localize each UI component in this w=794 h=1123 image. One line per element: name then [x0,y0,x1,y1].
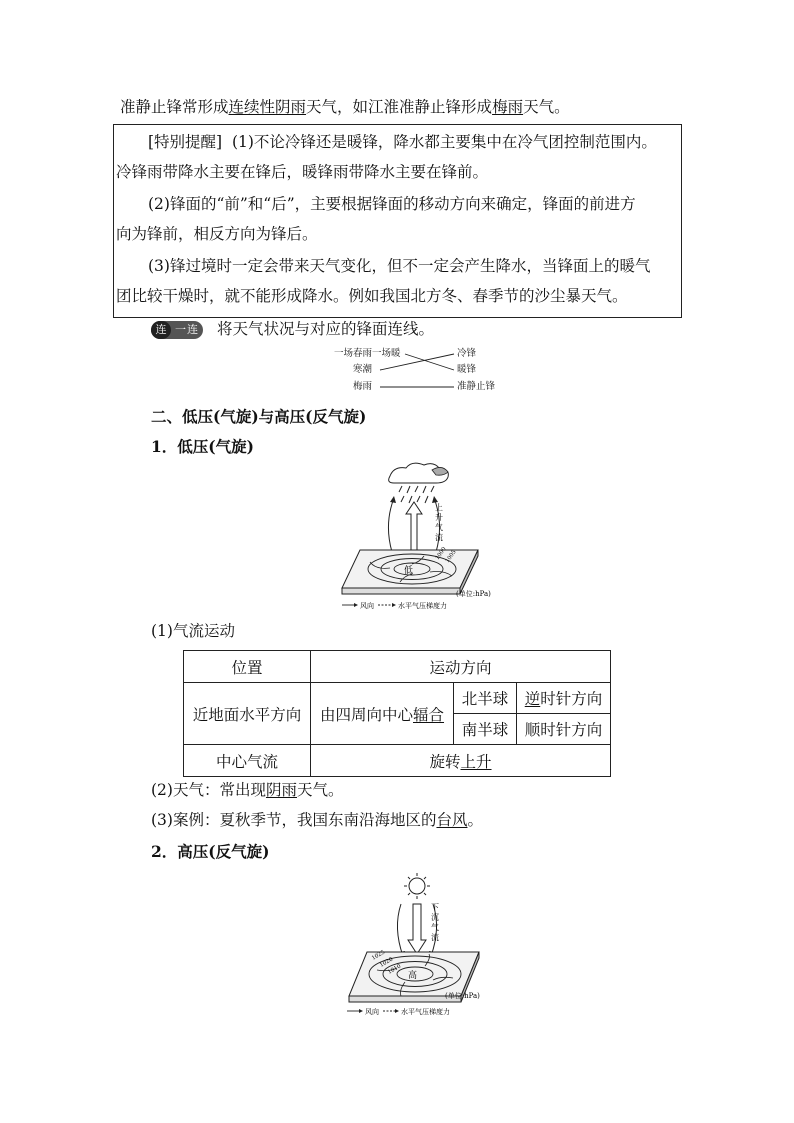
connect-line [405,354,454,370]
isobar-label: 1025 [371,949,387,962]
downdraft-main-arrow [408,904,426,954]
case-text: 。 [467,811,483,829]
hemisphere-north: 北半球 [454,683,517,714]
note-text: (1)不论冷锋还是暖锋，降水都主要集中在冷气团控制范围内。 [231,133,657,151]
row-label-surface: 近地面水平方向 [184,683,311,745]
arrowhead-icon [354,603,358,607]
updraft-label: 流 [435,533,443,542]
note-paragraph-1b: 冷锋雨带降水主要在锋后，暖锋雨带降水主要在锋前。 [116,163,489,181]
weather-text: 天气。 [296,781,344,799]
cell-text: 由四周向中心 [319,705,413,724]
connect-lines [0,0,794,400]
cell-keyword: 上升 [460,752,492,771]
note-paragraph-3a: (3)锋过境时一定会带来天气变化，但不一定会产生降水，当锋面上的暖气 [148,257,651,275]
connect-right-item: 准静止锋 [457,381,496,392]
intro-text: 天气，如江淮准静止锋形成 [306,98,493,116]
hemisphere-south: 南半球 [454,714,517,745]
badge-part-b: 一连 [175,323,199,336]
center-flow-cell [311,745,611,777]
arrowhead-icon [392,603,396,607]
downdraft-label: 流 [431,933,439,942]
note-paragraph-3b: 团比较干燥时，就不能形成降水。例如我国北方冬、春季节的沙尘暴天气。 [116,287,628,305]
legend-force-label: 水平气压梯度力 [398,602,447,610]
weather-line [151,780,344,800]
low-center-label: 低 [404,566,414,576]
note-paragraph-2a: (2)锋面的“前”和“后”，主要根据锋面的移动方向来确定，锋面的前进方 [148,195,636,213]
high-center-label: 高 [408,971,418,981]
intro-text: 天气。 [523,98,570,116]
legend-wind-label: 风向 [360,602,374,610]
isobar-label: 1020 [379,956,395,969]
cell-keyword: 逆 [524,690,541,708]
intro-keyword: 阴雨 [275,98,307,116]
updraft-label: 上 [435,503,443,512]
ground-edge [342,588,460,594]
subsection-high: 2．高压(反气旋) [151,842,270,861]
weather-keyword: 阴雨 [265,781,297,799]
arrowhead-icon [359,1009,363,1013]
downdraft-label: 下 [431,903,439,912]
isobar-label: 1010 [387,963,403,976]
cell-text: 时针方向 [540,690,603,708]
table-header-position: 位置 [184,651,311,683]
legend-force-label: 水平气压梯度力 [401,1008,450,1016]
badge-part-a: 连 [151,321,171,339]
case-line [151,810,483,830]
connect-right-item: 冷锋 [457,348,477,359]
case-text: (3)案例：夏秋季节，我国东南沿海地区的 [151,811,437,829]
updraft-label: 升 [435,513,443,522]
subsection-low: 1．低压(气旋) [151,437,254,456]
case-keyword: 台风 [436,811,468,829]
row-label-center: 中心气流 [184,745,311,777]
table-header-direction: 运动方向 [311,651,611,683]
note-paragraph-2b: 向为锋前，相反方向为锋后。 [116,225,318,243]
convergence-cell [311,683,454,745]
rain-icon [399,486,434,503]
high-pressure-diagram [345,872,497,1022]
airflow-label: (1)气流运动 [151,622,235,640]
intro-keyword: 梅雨 [492,98,524,116]
cell-keyword: 辐合 [413,705,445,724]
updraft-label: 气 [435,523,443,532]
unit-label: (单位:hPa) [445,992,480,1000]
arrowhead-icon [390,496,396,503]
intro-keyword: 连续性 [228,98,276,116]
airflow-table [183,650,611,777]
south-direction-cell: 顺时针方向 [517,714,611,745]
isobar-label: 1000 [434,546,448,562]
intro-text: 准静止锋常形成 [120,98,229,116]
section-title: 二、低压(气旋)与高压(反气旋) [151,407,367,426]
unit-label: (单位:hPa) [456,590,491,598]
legend-wind-label: 风向 [365,1008,379,1016]
weather-text: (2)天气：常出现 [151,781,266,799]
downdraft-label: 气 [431,923,439,932]
north-direction-cell [517,683,611,714]
arrowhead-icon [432,496,438,503]
downdraft-label: 沉 [431,913,439,922]
updraft-main-arrow [406,502,422,552]
connect-line [380,354,454,370]
isobar-label: 1005 [444,549,458,565]
connect-left-item: 梅雨 [353,381,373,392]
note-tag: [特别提醒] [148,133,223,151]
connect-left-item: 一场春雨一场暖 [334,348,401,359]
sun-icon [404,873,430,899]
cell-text: 旋转 [429,752,461,771]
downdraft-arrow [397,904,403,956]
updraft-arrow [388,498,394,552]
connect-instruction: 将天气状况与对应的锋面连线。 [217,320,435,338]
arrowhead-icon [395,1009,399,1013]
low-pressure-diagram [340,462,500,614]
connect-right-item: 暖锋 [457,364,477,375]
connect-left-item: 寒潮 [353,364,373,375]
